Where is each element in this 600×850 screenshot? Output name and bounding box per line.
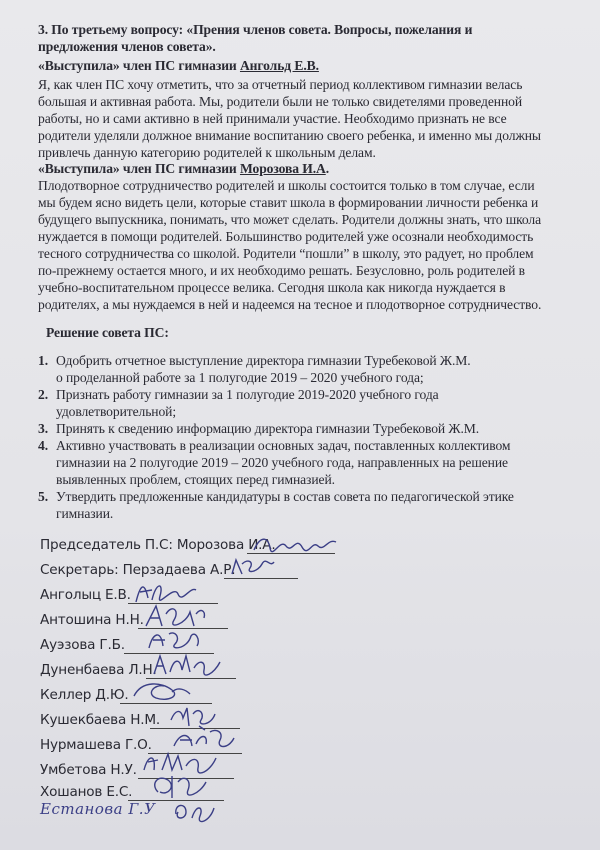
- decision-item-text: Признать работу гимназии за 1 полугодие 2019-2020 учебного года: [56, 387, 439, 402]
- decision-item-continuation: выявленных проблем, стоящих перед гимназией.: [56, 472, 335, 487]
- speech1-line: привлечь данную категорию родителей к школьным делам.: [38, 145, 376, 160]
- decision-item-number: 2.: [38, 387, 48, 402]
- chairman-signature-label: Председатель П.С: Морозова И.А.: [40, 537, 276, 553]
- decision-item-2: [38, 387, 439, 403]
- decision-item-number: 5.: [38, 489, 48, 504]
- speech2-line: нуждается в помощи родителей. Большинство родителей уже осознали необходимость: [38, 229, 534, 244]
- member-signature-label: Нурмашева Г.О.: [40, 737, 152, 753]
- member-signature-label: Анголыц Е.В.: [40, 587, 131, 603]
- decision-item-continuation: гимназии на 2 полугодие 2019 – 2020 учебного года, направленных на решение: [56, 455, 508, 470]
- member-signature-label: Дуненбаева Л.Н.: [40, 662, 157, 678]
- decision-item-number: 1.: [38, 353, 48, 368]
- speaker1-name: Ангольд Е.В.: [239, 58, 319, 73]
- decision-item-number: 4.: [38, 438, 48, 453]
- speaker2-prefix: «Выступила» член ПС гимназии: [38, 161, 240, 176]
- speaker1-prefix: «Выступила» член ПС гимназии: [38, 58, 240, 73]
- handwritten-signature: [228, 554, 278, 580]
- decision-item-1: [38, 353, 471, 369]
- decision-item-text: Принять к сведению информацию директора гимназии Туребековой Ж.М.: [56, 421, 480, 436]
- section3-heading-line1: 3. По третьему вопросу: «Прения членов совета. Вопросы, пожелания и: [38, 22, 473, 37]
- decision-item-continuation: гимназии.: [56, 506, 114, 521]
- speech1-line: Я, как член ПС хочу отметить, что за отчетный период коллективом гимназии велась: [38, 77, 523, 92]
- decision-title: Решение совета ПС:: [46, 325, 169, 340]
- speech2-line: родителях, а мы нуждаемся в ней и надеемся на тесное и плодотворное сотрудничество.: [38, 297, 542, 312]
- decision-item-text: Одобрить отчетное выступление директора гимназии Туребековой Ж.М.: [56, 353, 471, 368]
- decision-item-3: [38, 421, 479, 437]
- speaker2-line: [38, 161, 329, 177]
- handwritten-name: Есmaнова Г.У: [40, 800, 156, 818]
- speech2-line: учебно-воспитательном процессе велика. Сегодня школа как никогда нуждается в: [38, 280, 506, 295]
- secretary-signature-label: Секретарь: Перзадаева А.Р.: [40, 562, 236, 578]
- speech2-line: по-прежнему остается много, и их необходимо решать. Безусловно, роль родителей в: [38, 263, 525, 278]
- member-signature-label: Умбетова Н.У.: [40, 762, 137, 778]
- member-signature-label: Келлер Д.Ю.: [40, 687, 129, 703]
- decision-item-5: [38, 489, 514, 505]
- handwritten-signature: [250, 532, 340, 556]
- speech2-line: мы будем ясно видеть цели, которые ставит школа в формировании личности ребенка и: [38, 195, 539, 210]
- decision-item-text: Активно участвовать в реализации основных задач, поставленных коллективом: [56, 438, 511, 453]
- decision-item-continuation: о проделанной работе за 1 полугодие 2019 – 2020 учебного года;: [56, 370, 424, 385]
- speech1-line: большая и активная работа. Мы, родители были не только свидетелями проведенной: [38, 94, 523, 109]
- member-signature-label: Антошина Н.Н.: [40, 612, 144, 628]
- speech1-line: работы, но и сами активно в ней принимали участие. Необходимо признать не все: [38, 111, 507, 126]
- member-signature-label: Ауэзова Г.Б.: [40, 637, 125, 653]
- speech1-line: родители уделяли должное внимание воспитанию своего ребенка, и именно мы должны: [38, 128, 541, 143]
- decision-item-number: 3.: [38, 421, 48, 436]
- speech2-line: будущего выпускника, понимать, что может сделать. Родители должны знать, что школа: [38, 212, 542, 227]
- decision-item-text: Утвердить предложенные кандидатуры в состав совета по педагогической этике: [56, 489, 514, 504]
- member-signature-label: Хошанов Е.С.: [40, 784, 133, 800]
- decision-item-continuation: удовлетворительной;: [56, 404, 177, 419]
- handwritten-signature: [170, 798, 220, 826]
- member-signature-label: Кушекбаева Н.М.: [40, 712, 161, 728]
- speech2-line: тесного сотрудничества со школой. Родители “пошли” в школу, это радует, но проблем: [38, 246, 534, 261]
- speech2-line: Плодотворное сотрудничество родителей и школы состоится только в том случае, если: [38, 178, 535, 193]
- speaker1-line: [38, 58, 319, 74]
- speaker2-suffix: .: [325, 161, 330, 176]
- section3-heading-line2: предложения членов совета».: [38, 39, 216, 54]
- decision-item-4: [38, 438, 510, 454]
- speaker2-name: Морозова И.А: [239, 161, 326, 176]
